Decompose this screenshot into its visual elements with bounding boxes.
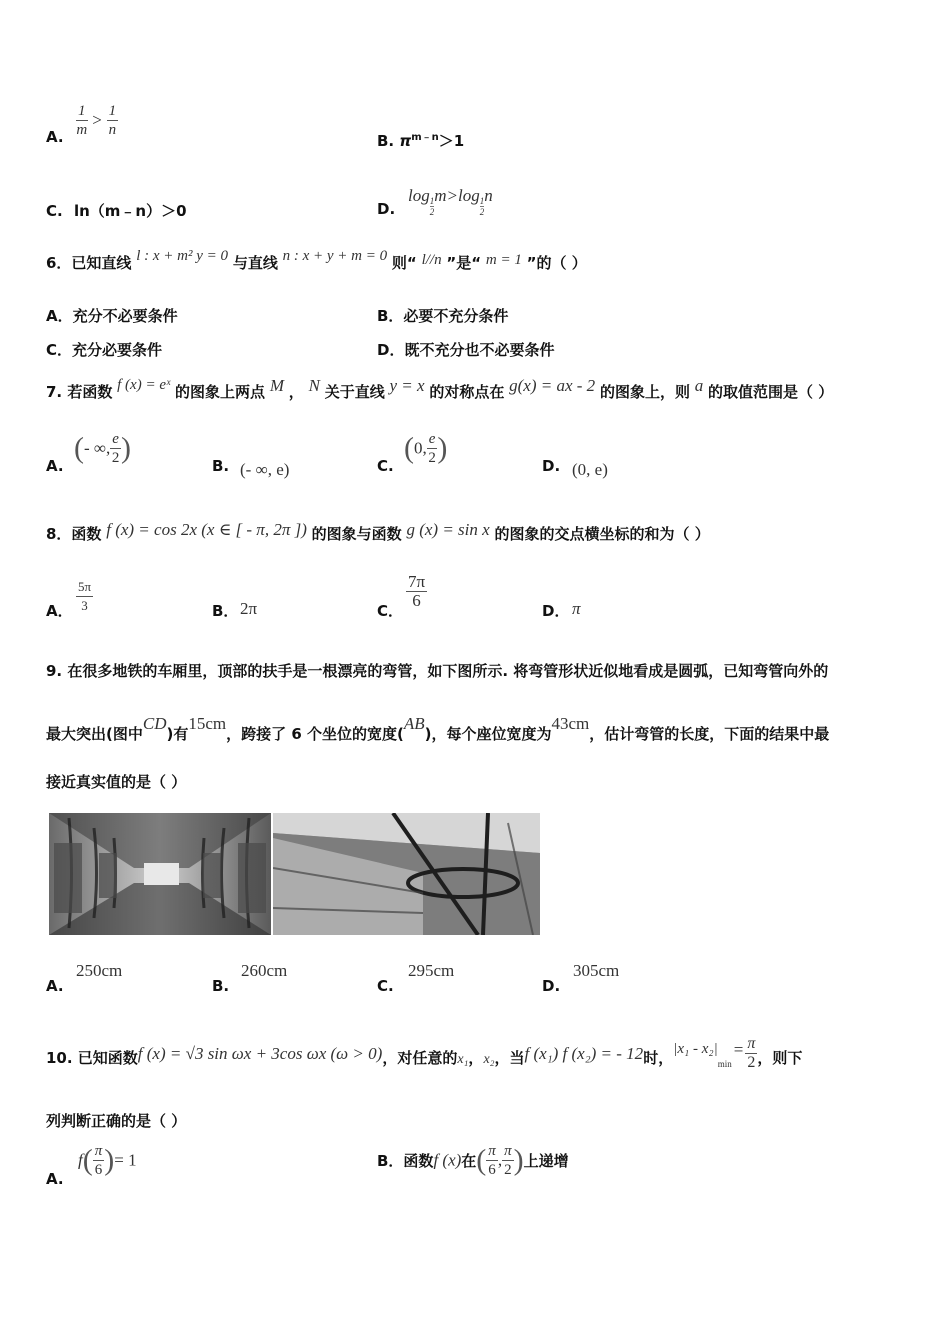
q9-line2: 最大突出(图中CD)有15cm，跨接了 6 个坐位的宽度(AB)，每个座位宽度为43cm，估计弯管的长度，下面的结果中最 [46, 714, 830, 743]
q8-option-a-expression: $\frac{5\pi}{3}$ [78, 579, 92, 613]
q9-option-a-text: 250cm [76, 961, 123, 980]
q8-option-b-text: 2π [240, 599, 258, 618]
q9-option-b-label: B. [212, 977, 230, 995]
q9-option-b-text: 260cm [241, 961, 288, 980]
q7-option-d-label: D. [542, 457, 561, 475]
q5-option-a-expression: $\frac{1}{m}$ > $\frac{1}{n}$ [76, 103, 117, 138]
q10-line2: 列判断正确的是（ ） [46, 1112, 187, 1130]
q8-option-a-label: A． [46, 602, 73, 620]
q10-stem: 10. 已知函数f (x) = √3 sin ωx + 3cos ωx (ω > 0)，对任意的x₁，x₂，当f (x₁) f (x₂) = - 12时，$|x_1 - x_2|_{min}=$ $\frac{\pi}{2}$ ，则下 [46, 1034, 803, 1071]
q10-option-a-expression: f( $\frac{\pi}{6}$ )= 1 [78, 1143, 137, 1178]
q9-line1: 9. 在很多地铁的车厢里，顶部的扶手是一根漂亮的弯管，如下图所示. 将弯管形状近似地看成是圆弧，已知弯管向外的 [46, 662, 829, 680]
q6-option-c: C．充分必要条件 [46, 341, 163, 359]
q7-option-b-label: B. [212, 457, 230, 475]
q7-option-c-expression: (0, $\frac{e}{2}$ ) [404, 431, 448, 466]
q9-option-c-label: C. [377, 977, 394, 995]
subway-car-photo [49, 813, 271, 935]
q7-option-c-label: C. [377, 457, 394, 475]
q7-option-b-text: (- ∞, e) [240, 460, 290, 479]
q9-line3: 接近真实值的是（ ） [46, 773, 187, 791]
q7-option-a-label: A. [46, 457, 64, 475]
q6-option-a: A．充分不必要条件 [46, 307, 178, 325]
q9-option-d-text: 305cm [573, 961, 620, 980]
q8-option-c-label: C． [377, 602, 404, 620]
q9-option-c-text: 295cm [408, 961, 455, 980]
q8-option-d-label: D． [542, 602, 570, 620]
curved-handrail-photo [273, 813, 540, 935]
q5-option-a-label: A. [46, 128, 64, 146]
q8-option-b-label: B． [212, 602, 239, 620]
q5-option-b: B. $\pi^{m﹣n}>1$ [377, 132, 465, 150]
q7-option-a-expression: (- ∞, $\frac{e}{2}$ ) [74, 431, 131, 466]
q8-option-c-expression: $\frac{7\pi}{6}$ [408, 572, 426, 610]
q8-option-d-text: π [572, 599, 581, 618]
subway-car-illustration [49, 813, 271, 935]
q9-option-a-label: A. [46, 977, 64, 995]
q6-stem: 6．已知直线 l : x + m² y = 0 与直线 n : x + y + m = 0 则“ l//n ”是“ m = 1 ”的（ ） [46, 248, 587, 272]
q5-option-c: C. ln（m﹣n）＞0 [46, 202, 187, 220]
q6-option-b: B．必要不充分条件 [377, 307, 509, 325]
q8-stem: 8．函数 f (x) = cos 2x (x ∈ [ - π, 2π ]) 的图象与函数 g (x) = sin x 的图象的交点横坐标的和为（ ） [46, 520, 710, 543]
handrail-illustration [273, 813, 540, 935]
q10-option-a-label: A. [46, 1170, 64, 1188]
q5-option-d-expression: log $\frac{1}{2}$ m>log $\frac{1}{2}$ n [408, 186, 493, 217]
q6-option-d: D．既不充分也不必要条件 [377, 341, 555, 359]
q7-stem: 7. 若函数 f (x) = eˣ 的图象上两点 M ， N 关于直线 y = x 的对称点在 g(x) = ax - 2 的图象上，则 a 的取值范围是（ ） [46, 376, 834, 401]
q9-option-d-label: D. [542, 977, 561, 995]
q10-option-b: B．函数f (x)在( $\frac{\pi}{6}$ , $\frac{\pi}{2}$ )上递增 [377, 1143, 569, 1178]
q5-option-d-label: D. [377, 200, 396, 218]
q7-option-d-text: (0, e) [572, 460, 608, 479]
